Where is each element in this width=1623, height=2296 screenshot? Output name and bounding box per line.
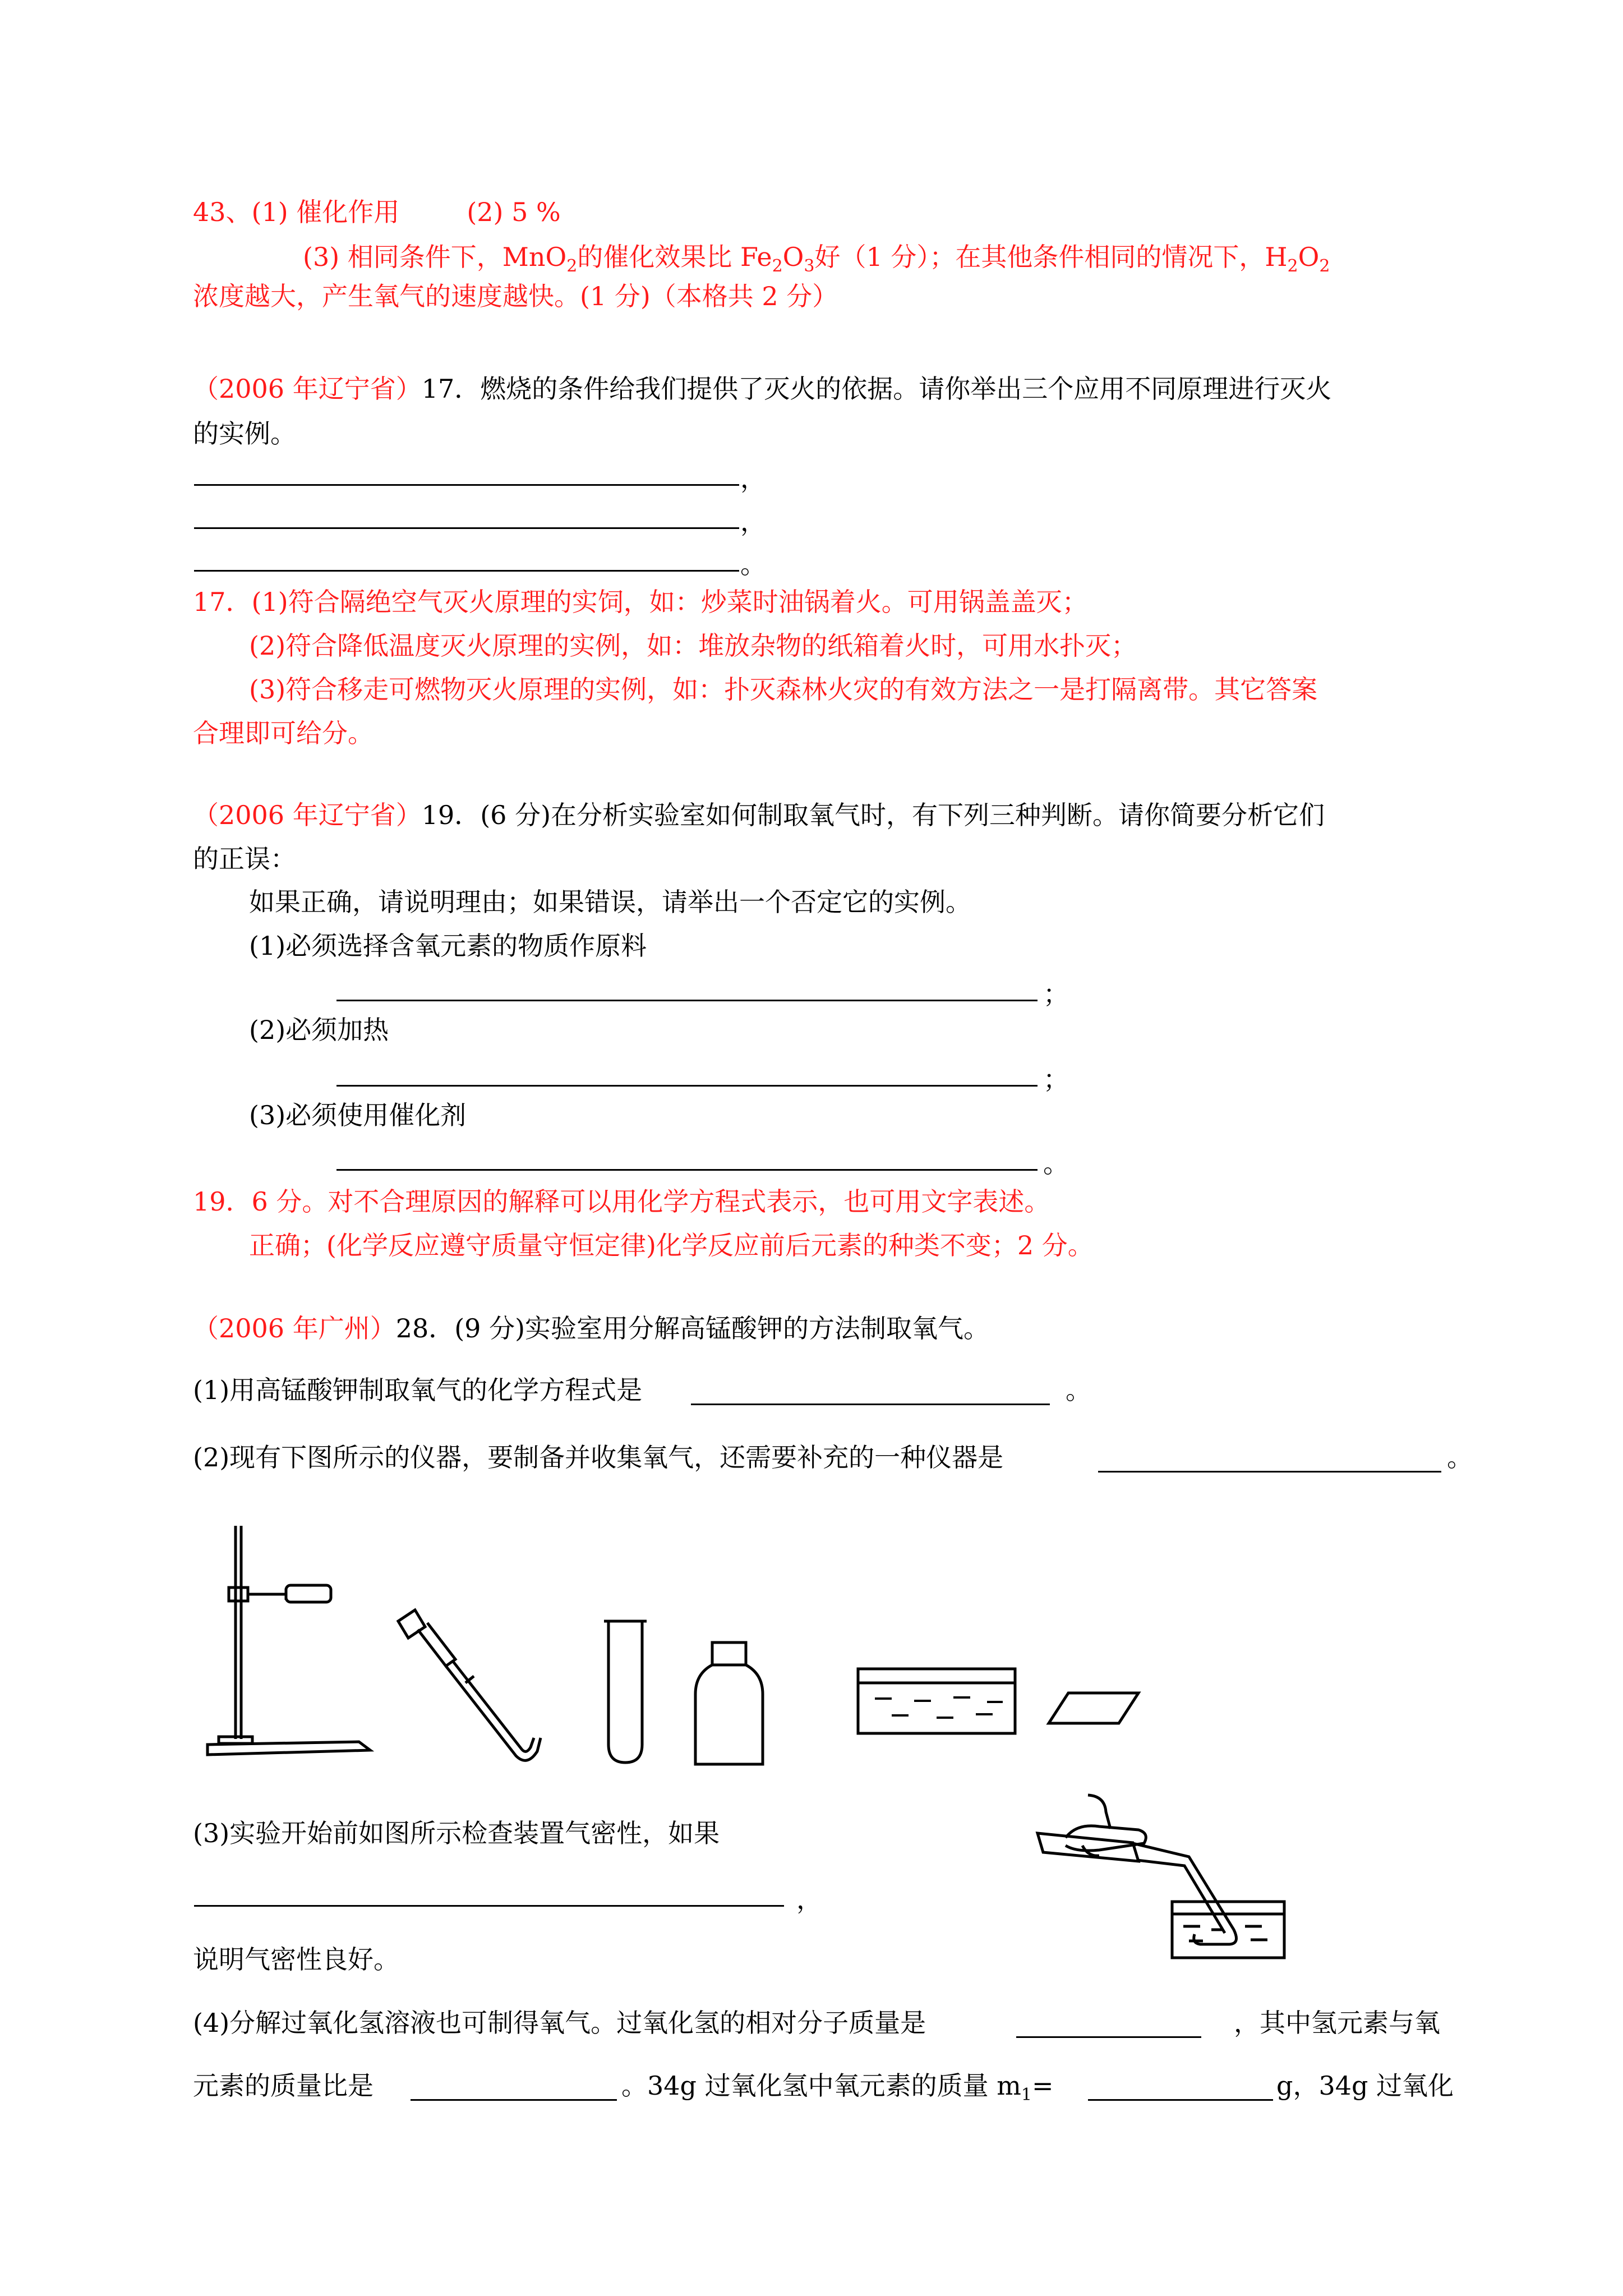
- q28-item1-end: 。: [1066, 1375, 1091, 1405]
- q17-answer-blank-3[interactable]: [194, 570, 739, 572]
- q28-item2-end: 。: [1447, 1442, 1473, 1473]
- gas-collection-bottle: [690, 1638, 768, 1773]
- q28-item-4-line1: (4)分解过氧化氢溶液也可制得氧气。过氧化氢的相对分子质量是: [193, 2008, 926, 2038]
- q19-answer-2: 正确；(化学反应遵守质量守恒定律)化学反应前后元素的种类不变；2 分。: [249, 1230, 1094, 1260]
- q28-answer-blank-1[interactable]: [691, 1404, 1050, 1405]
- water-trough: [852, 1660, 1021, 1739]
- q17-blank2-punct: ，: [740, 507, 766, 537]
- q17-blank1-punct: ，: [740, 463, 766, 494]
- q19-answer-1: 19．6 分。对不合理原因的解释可以用化学方程式表示，也可用文字表述。: [193, 1186, 1050, 1217]
- q28-answer-blank-4c[interactable]: [1088, 2099, 1273, 2101]
- q19-item-2: (2)必须加热: [249, 1015, 389, 1045]
- q17-answer-1: 17．(1)符合隔绝空气灭火原理的实饲，如：炒菜时油锅着火。可用锅盖盖灭；: [193, 587, 1088, 617]
- q19-blank1-punct: ；: [1043, 979, 1069, 1009]
- q28-item-3: (3)实验开始前如图所示检查装置气密性，如果: [193, 1818, 720, 1848]
- q17-blank3-punct: 。: [740, 549, 766, 579]
- q28-answer-blank-4b[interactable]: [411, 2099, 617, 2101]
- q17-answer-2: (2)符合降低温度灭火原理的实例，如：堆放杂物的纸箱着火时，可用水扑灭；: [249, 631, 1137, 661]
- q19-item-1: (1)必须选择含氧元素的物质作原料: [249, 931, 647, 961]
- q19-blank3-punct: 。: [1043, 1148, 1069, 1179]
- glass-slide: [1043, 1688, 1144, 1728]
- q17-answer-blank-1[interactable]: [194, 484, 739, 486]
- q28-answer-blank-4a[interactable]: [1016, 2036, 1201, 2038]
- q28-answer-blank-3[interactable]: [194, 1905, 784, 1907]
- q19-answer-blank-3[interactable]: [336, 1169, 1038, 1171]
- q19-item-3: (3)必须使用催化剂: [249, 1100, 467, 1130]
- delivery-tube-with-stopper: [393, 1604, 561, 1773]
- q19-answer-blank-2[interactable]: [336, 1085, 1038, 1087]
- q28-stem: （2006 年广州）28．(9 分)实验室用分解高锰酸钾的方法制取氧气。: [193, 1313, 990, 1343]
- q28-item-4-line2: 元素的质量比是: [193, 2070, 374, 2101]
- q28-item-1: (1)用高锰酸钾制取氧气的化学方程式是: [193, 1375, 643, 1405]
- q28-item-3-end: 说明气密性良好。: [193, 1944, 399, 1975]
- q19-stem-line1: （2006 年辽宁省）19．(6 分)在分析实验室如何制取氧气时，有下列三种判断。请你简要分析它们: [193, 800, 1325, 830]
- q17-stem-line1: （2006 年辽宁省）17．燃烧的条件给我们提供了灭火的依据。请你举出三个应用不同原理进行灭火: [193, 374, 1332, 404]
- q28-item3-comma: ，: [796, 1884, 822, 1915]
- q28-answer-blank-2[interactable]: [1098, 1471, 1441, 1473]
- q43-answer-line3: 浓度越大，产生氧气的速度越快。(1 分)（本格共 2 分）: [193, 281, 838, 311]
- q17-answer-3: (3)符合移走可燃物灭火原理的实例，如：扑灭森林火灾的有效方法之一是打隔离带。其它答案: [249, 674, 1318, 705]
- q17-answer-4: 合理即可给分。: [193, 718, 374, 748]
- airtightness-check-figure: [1032, 1789, 1290, 1963]
- q28-item-4-line1-end: ，其中氢元素与氧: [1234, 2008, 1440, 2038]
- q43-answer-line2: (3) 相同条件下，MnO$_2$的催化效果比 $Fe_2O_3$好（1 分）；在其他条件相同的情况下，$H_2O_2$: [303, 242, 1330, 276]
- q19-answer-blank-1[interactable]: [336, 1000, 1038, 1001]
- q43-answer-line1: 43、(1) 催化作用 (2) 5 %: [193, 197, 561, 227]
- q28-item-4-line2-mid: 。34g 过氧化氢中氧元素的质量 $m_1=$: [621, 2070, 1054, 2105]
- q28-item-2: (2)现有下图所示的仪器，要制备并收集氧气，还需要补充的一种仪器是: [193, 1442, 1004, 1473]
- q19-stem-line3: 如果正确，请说明理由；如果错误，请举出一个否定它的实例。: [249, 887, 971, 917]
- q19-blank2-punct: ；: [1043, 1064, 1069, 1094]
- iron-stand-with-clamp: [202, 1515, 381, 1767]
- q28-item-4-line2-end: g，34g 过氧化: [1276, 2070, 1454, 2101]
- q17-answer-blank-2[interactable]: [194, 527, 739, 529]
- test-tube: [597, 1616, 659, 1773]
- q19-stem-line2: 的正误：: [193, 844, 296, 874]
- q17-stem-line2: 的实例。: [193, 418, 296, 449]
